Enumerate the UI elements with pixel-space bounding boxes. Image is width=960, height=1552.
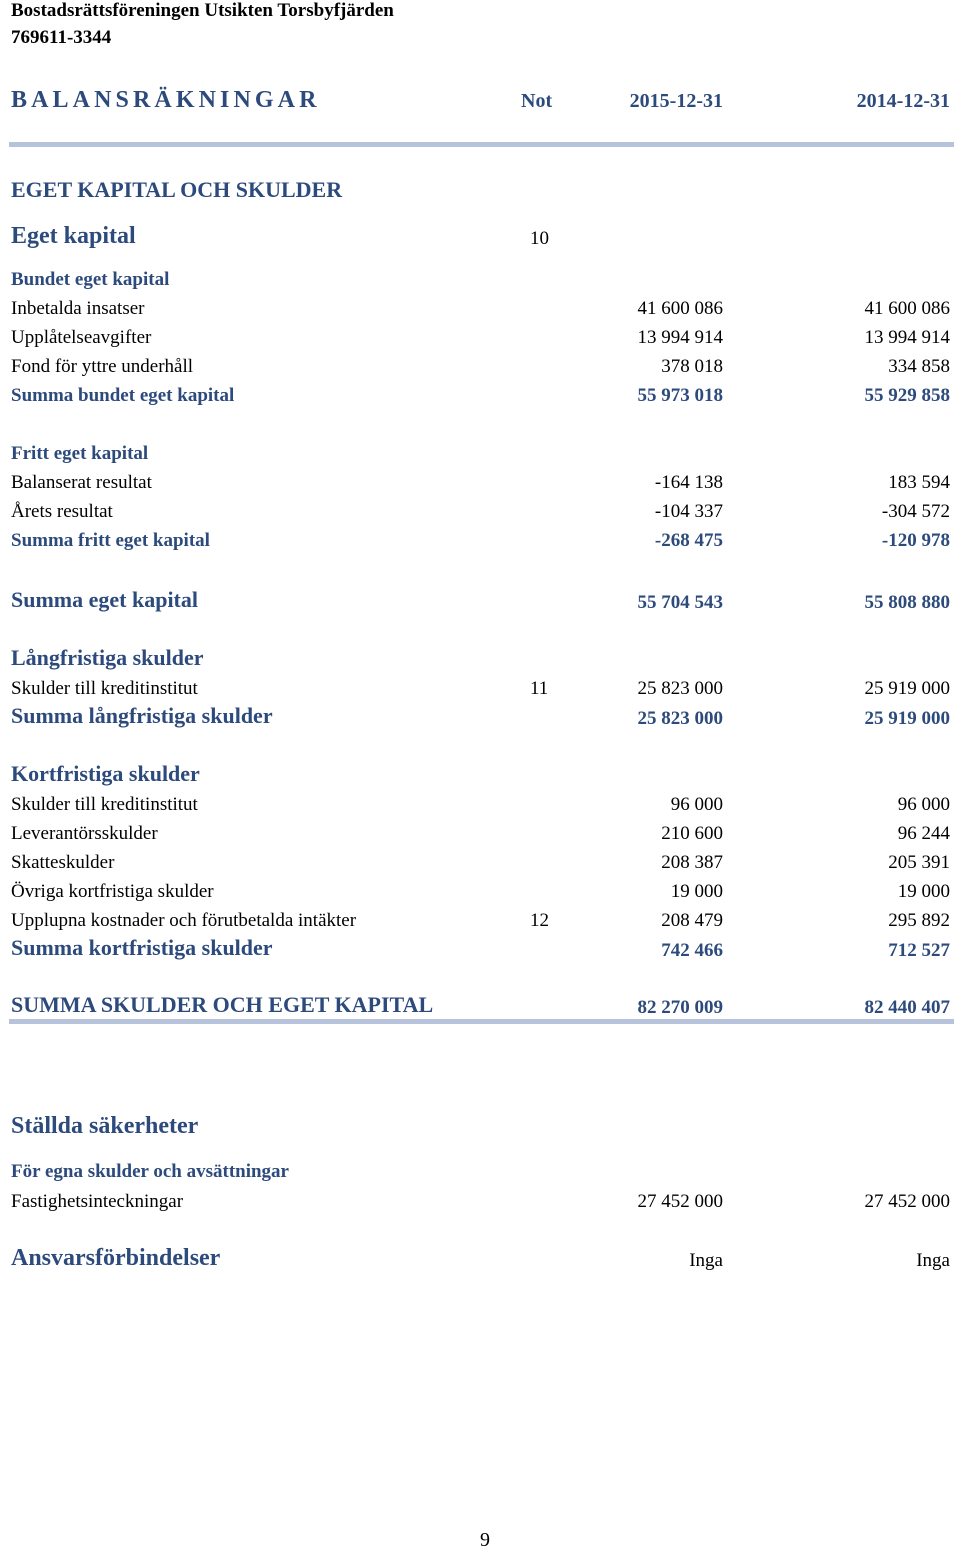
page-title: BALANSRÄKNINGAR <box>11 87 321 113</box>
page-number: 9 <box>480 1529 490 1551</box>
subtotal-previous: 55 929 858 <box>864 385 950 406</box>
row-current: 208 479 <box>661 910 723 931</box>
row-label: Leverantörsskulder <box>11 823 158 844</box>
row-current: 25 823 000 <box>637 678 723 699</box>
row-current: 208 387 <box>661 852 723 873</box>
subtotal-row <box>0 383 960 409</box>
row-previous: 13 994 914 <box>864 327 950 348</box>
ansvar-previous: Inga <box>916 1250 950 1271</box>
total-current: 55 704 543 <box>637 592 723 613</box>
total-label: Summa kortfristiga skulder <box>11 935 273 960</box>
row-previous: 27 452 000 <box>864 1191 950 1212</box>
grand-total-current: 82 270 009 <box>637 997 723 1018</box>
column-header-previous: 2014-12-31 <box>856 90 950 112</box>
ansvar-label: Ansvarsförbindelser <box>11 1245 221 1271</box>
column-header-current: 2015-12-31 <box>629 90 723 112</box>
row-previous: 183 594 <box>888 472 950 493</box>
total-current: 25 823 000 <box>637 708 723 729</box>
subtotal-previous: -120 978 <box>881 530 950 551</box>
total-previous: 55 808 880 <box>864 592 950 613</box>
table-row <box>0 296 960 322</box>
header-divider <box>9 142 954 147</box>
table-row <box>0 1189 960 1215</box>
stallda-heading: Ställda säkerheter <box>11 1113 199 1139</box>
row-current: 13 994 914 <box>637 327 723 348</box>
row-label: Årets resultat <box>11 501 113 522</box>
row-label: Upplupna kostnader och förutbetalda intäkter <box>11 910 357 931</box>
table-row <box>0 470 960 496</box>
table-row <box>0 499 960 525</box>
row-current: -104 337 <box>654 501 723 522</box>
eget-kapital-heading-row <box>0 222 960 248</box>
table-row <box>0 821 960 847</box>
fritt-heading: Fritt eget kapital <box>11 443 149 464</box>
total-row <box>0 586 960 612</box>
row-note: 12 <box>530 910 549 931</box>
total-row <box>0 702 960 728</box>
total-current: 742 466 <box>661 940 723 961</box>
subtotal-current: 55 973 018 <box>637 385 723 406</box>
kortfristiga-heading: Kortfristiga skulder <box>11 761 200 786</box>
table-row <box>0 908 960 934</box>
grand-total-label: SUMMA SKULDER OCH EGET KAPITAL <box>11 992 434 1017</box>
row-current: 41 600 086 <box>637 298 723 319</box>
table-row <box>0 676 960 702</box>
subtotal-label: Summa fritt eget kapital <box>11 530 210 551</box>
row-label: Balanserat resultat <box>11 472 152 493</box>
row-label: Upplåtelseavgifter <box>11 327 152 348</box>
subtotal-row <box>0 528 960 554</box>
row-current: 378 018 <box>661 356 723 377</box>
grand-total-row <box>0 991 960 1017</box>
table-row <box>0 850 960 876</box>
row-label: Skulder till kreditinstitut <box>11 794 198 815</box>
organization-number: 769611-3344 <box>11 27 112 48</box>
table-row <box>0 354 960 380</box>
row-previous: 205 391 <box>888 852 950 873</box>
ansvar-row <box>0 1244 960 1270</box>
table-row <box>0 325 960 351</box>
row-previous: 96 000 <box>897 794 950 815</box>
row-label: Fastighetsinteckningar <box>11 1191 184 1212</box>
row-label: Fond för yttre underhåll <box>11 356 194 377</box>
row-current: -164 138 <box>654 472 723 493</box>
eget-kapital-note: 10 <box>530 228 549 249</box>
subtotal-label: Summa bundet eget kapital <box>11 385 235 406</box>
eget-kapital-heading: Eget kapital <box>11 223 136 249</box>
total-previous: 25 919 000 <box>864 708 950 729</box>
row-previous: 25 919 000 <box>864 678 950 699</box>
row-label: Skatteskulder <box>11 852 115 873</box>
organization-name: Bostadsrättsföreningen Utsikten Torsbyfjärden <box>11 0 394 21</box>
row-label: Skulder till kreditinstitut <box>11 678 198 699</box>
grand-total-previous: 82 440 407 <box>864 997 950 1018</box>
row-label: Inbetalda insatser <box>11 298 145 319</box>
row-previous: 295 892 <box>888 910 950 931</box>
ansvar-current: Inga <box>689 1250 723 1271</box>
row-previous: 96 244 <box>897 823 950 844</box>
row-current: 27 452 000 <box>637 1191 723 1212</box>
row-previous: -304 572 <box>881 501 950 522</box>
section-title: EGET KAPITAL OCH SKULDER <box>11 177 343 202</box>
table-row <box>0 792 960 818</box>
column-header-note: Not <box>521 90 553 112</box>
grand-total-divider <box>9 1019 954 1024</box>
row-previous: 41 600 086 <box>864 298 950 319</box>
row-previous: 334 858 <box>888 356 950 377</box>
subtotal-current: -268 475 <box>654 530 723 551</box>
row-current: 96 000 <box>670 794 723 815</box>
total-row <box>0 934 960 960</box>
total-previous: 712 527 <box>888 940 950 961</box>
langfristiga-heading: Långfristiga skulder <box>11 645 204 670</box>
bundet-heading: Bundet eget kapital <box>11 269 170 290</box>
total-label: Summa långfristiga skulder <box>11 703 273 728</box>
row-current: 210 600 <box>661 823 723 844</box>
row-note: 11 <box>530 678 549 699</box>
table-row <box>0 879 960 905</box>
row-current: 19 000 <box>670 881 723 902</box>
total-label: Summa eget kapital <box>11 587 198 612</box>
stallda-subheading: För egna skulder och avsättningar <box>11 1161 289 1182</box>
row-label: Övriga kortfristiga skulder <box>11 881 214 902</box>
row-previous: 19 000 <box>897 881 950 902</box>
